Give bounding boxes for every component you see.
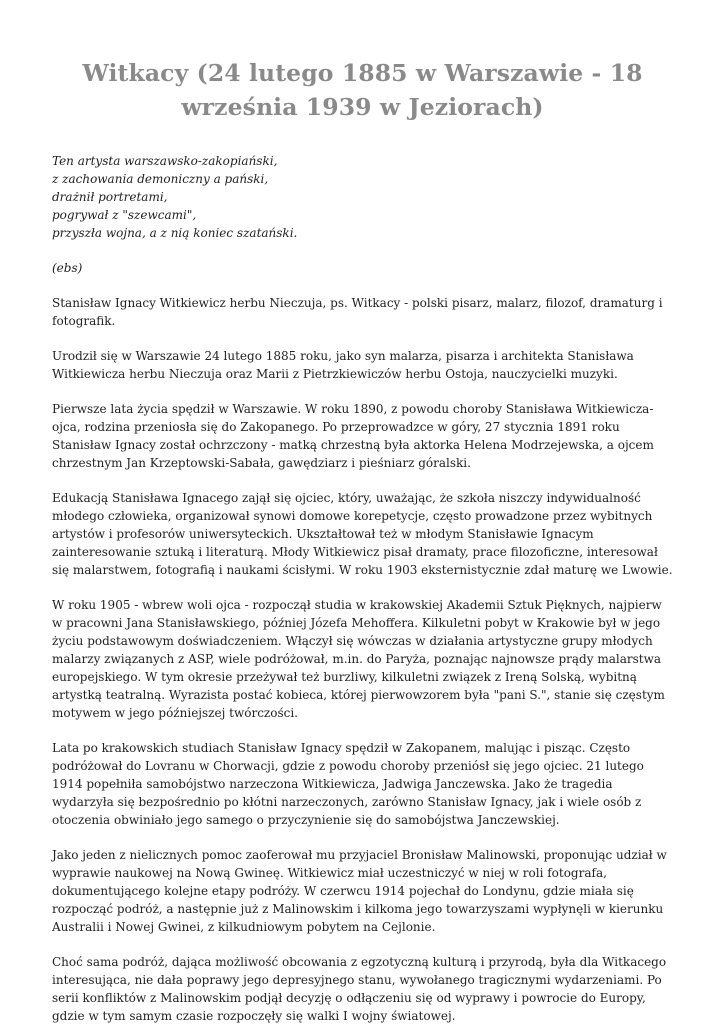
paragraph: Edukacją Stanisława Ignacego zajął się ojciec, który, uważając, że szkoła niszczy indywidualność młodego człowieka, organizował synowi domowe korepetycje, często prowadzone przez wybitnych artystów i profesorów uniwersyteckich. Ukształtował też w młodym Stanisławie Ignacym zainteresowanie sztuką i literaturą. Młody Witkiewicz pisał dramaty, prace filozoficzne, interesował się malarstwem, fotografią i naukami ścisłymi. W roku 1903 eksternistycznie zdał maturę we Lwowie. bbox=[52, 491, 673, 577]
poem-line: przyszła wojna, a z nią koniec szatański. bbox=[52, 226, 298, 240]
paragraph: Stanisław Ignacy Witkiewicz herbu Nieczuja, ps. Witkacy - polski pisarz, malarz, filozof, dramaturg i fotografik. bbox=[52, 296, 663, 328]
poem-author: (ebs) bbox=[52, 261, 83, 275]
paragraph: W roku 1905 - wbrew woli ojca - rozpoczął studia w krakowskiej Akademii Sztuk Pięknych, najpierw w pracowni Jana Stanisławskiego, później Józefa Mehoffera. Kilkuletni pobyt w Krakowie był w jego życiu podstawowym doświadczeniem. Włączył się wówczas w działania artystyczne grupy młodych malarzy związanych z ASP, wiele podróżował, m.in. do Paryża, poznając najnowsze prądy malarstwa europejskiego. W tym okresie przeżywał też burzliwy, kilkuletni związek z Ireną Solską, wybitną artystką teatralną. Wyrazista postać kobieca, której pierwowzorem była "pani S.", stanie się częstym motywem w jego późniejszej twórczości. bbox=[52, 598, 665, 720]
paragraph: Jako jeden z nielicznych pomoc zaoferował mu przyjaciel Bronisław Malinowski, proponując udział w wyprawie naukowej na Nową Gwineę. Witkiewicz miał uczestniczyć w niej w roli fotografa, dokumentującego kolejne etapy podróży. W czerwcu 1914 pojechał do Londynu, gdzie miała się rozpocząć podróż, a następnie już z Malinowskim i kilkoma jego towarzyszami wypłynęli w kierunku Australii i Nowej Gwinei, z kilkudniowym pobytem na Cejlonie. bbox=[52, 848, 667, 934]
poem-line: Ten artysta warszawsko-zakopiański, bbox=[52, 154, 278, 168]
paragraph: Choć sama podróż, dająca możliwość obcowania z egzotyczną kulturą i przyrodą, była dla Witkacego interesująca, nie dała poprawy jego depresyjnego stanu, wywołanego tragicznymi wydarzeniami. Po serii konfliktów z Malinowskim podjął decyzję o odłączeniu się od wyprawy i powrocie do Europy, gdzie w tym samym czasie rozpoczęły się walki I wojny światowej. bbox=[52, 955, 667, 1023]
poem bbox=[52, 152, 673, 242]
paragraph: Pierwsze lata życia spędził w Warszawie. W roku 1890, z powodu choroby Stanisława Witkiewicza-ojca, rodzina przeniosła się do Zakopanego. Po przeprowadzce w góry, 27 stycznia 1891 roku Stanisław Ignacy został ochrzczony - matką chrzestną była aktorka Helena Modrzejewska, a ojcem chrzestnym Jan Krzeptowski-Sabała, gawędziarz i pieśniarz góralski. bbox=[52, 402, 654, 470]
paragraph: Lata po krakowskich studiach Stanisław Ignacy spędził w Zakopanem, malując i pisząc. Często podróżował do Lovranu w Chorwacji, gdzie z powodu choroby przeniósł się jego ojciec. 21 lutego 1914 popełniła samobójstwo narzeczona Witkiewicza, Jadwiga Janczewska. Jako że tragedia wydarzyła się bezpośrednio po kłótni narzeczonych, zarówno Stanisław Ignacy, jak i wiele osób z otoczenia obwiniało jego samego o przyczynienie się do samobójstwa Janczewskiej. bbox=[52, 741, 644, 827]
poem-line: pogrywał z "szewcami", bbox=[52, 208, 197, 222]
poem-line: z zachowania demoniczny a pański, bbox=[52, 172, 269, 186]
page-title: Witkacy (24 lutego 1885 w Warszawie - 18 września 1939 w Jeziorach) bbox=[82, 59, 643, 121]
poem-line: drażnił portretami, bbox=[52, 190, 168, 204]
paragraph: Urodził się w Warszawie 24 lutego 1885 roku, jako syn malarza, pisarza i architekta Stanisława Witkiewicza herbu Nieczuja oraz Marii z Pietrzkiewiczów herbu Ostoja, nauczycielki muzyki. bbox=[52, 349, 634, 381]
